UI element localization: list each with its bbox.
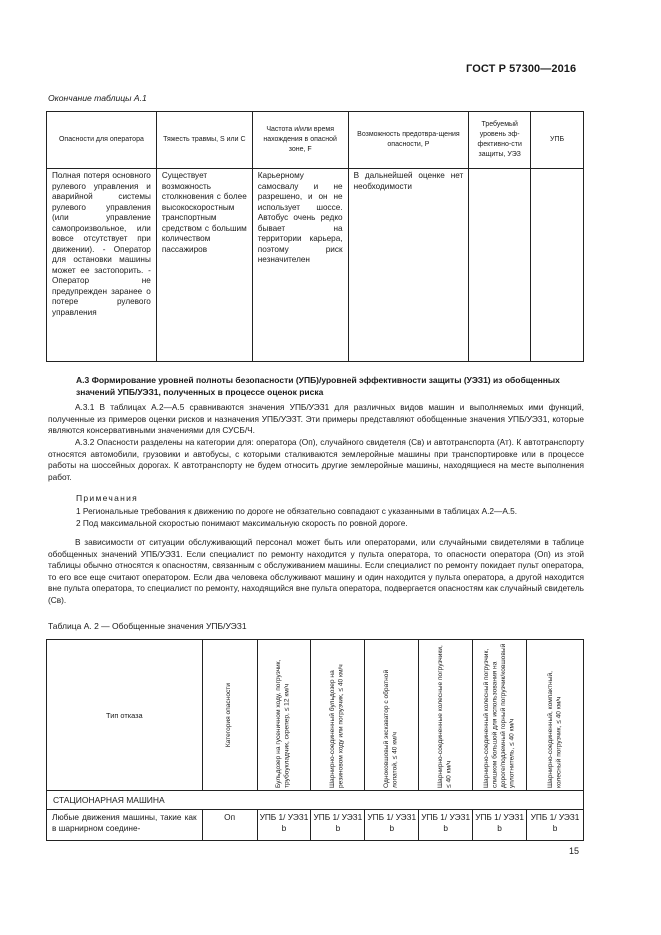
table-a2-data-row [47,810,584,841]
table-a2-col-machine-2: Шарнирно-соединенный бульдозер на резиновом ходу или погрузчик, ≤ 40 км/ч [329,664,345,788]
table-a1-caption: Окончание таблицы А.1 [48,93,147,103]
table-a1-col-hazards: Опасности для оператора [47,112,157,169]
hazard-category: Оп [202,810,257,841]
value-cell: УПБ 1/ УЭЗ1 b [311,810,365,841]
state-label: СТАЦИОНАРНАЯ МАШИНА [47,791,584,810]
notes-heading: Примечания [76,493,139,503]
standard-header: ГОСТ Р 57300—2016 [466,63,577,75]
table-a1-row [47,169,584,362]
cell-avoidance: В дальнейшей оценке нет необходимости [348,169,469,362]
failure-type: Любые движения машины, такие как в шарнирном соедине- [47,810,203,841]
value-cell: УПБ 1/ УЭЗ1 b [473,810,527,841]
cell-frequency: Карьерному самосвалу и не разрешено, и он не использует шоссе. Автобус очень редко бывает на территории карьера, поэтому риск незначителен [252,169,348,362]
note-2: 2 Под максимальной скоростью понимают максимальную скорость по ровной дороге. [76,518,408,528]
table-a2 [46,639,584,841]
table-a2-col-type: Тип отказа [47,640,203,791]
value-cell: УПБ 1/ УЭЗ1 b [365,810,419,841]
page-number: 15 [569,846,580,856]
table-a2-state-row [47,791,584,810]
paragraph-a32: А.3.2 Опасности разделены на категории для: оператора (Оп), случайного свидетеля (Св) и автотранспорта (Ат). К автотранспорту относятся автомобили, грузовики и автобусы, с которыми сталкиваются землеройные машины при транспортировке или в процессе работы на шоссейных дорогах. К автотранспорту не будем относить другие землеройные машины, находящиеся на месте выполнения работ. [48,437,584,482]
note-1: 1 Региональные требования к движению по дороге не обязательно совпадают с указанными в таблицах А.2—А.5. [76,506,518,516]
table-a1-col-upb: УПБ [531,112,584,169]
cell-severity: Существует возможность столкновения с более высокоскоростным транспортным средством с большим количеством пассажиров [156,169,252,362]
table-a1-col-severity: Тяжесть травмы, S или C [156,112,252,169]
section-title: А.3 Формирование уровней полноты безопасности (УПБ)/уровней эффективности защиты (УЭЗ1) из обобщенных значений УПБ/УЭЗ1, полученных в процессе оценок риска [76,375,560,397]
table-a1-col-avoidance: Возможность предотвра-щения опасности, P [348,112,469,169]
table-a2-caption: Таблица А. 2 — Обобщенные значения УПБ/УЭЗ1 [48,621,247,631]
table-a1-header-row [47,112,584,169]
value-cell: УПБ 1/ УЭЗ1 b [527,810,584,841]
table-a1-col-frequency: Частота и/или время нахождения в опасной зоне, F [252,112,348,169]
table-a2-col-machine-4: Шарнирно-соединенные колесные погрузчики, ≤ 40 км/ч [437,645,453,788]
value-cell: УПБ 1/ УЭЗ1 b [419,810,473,841]
cell-hazards: Полная потеря основного рулевого управления и аварийной системы рулевого управления (или управление самопроизвольное, или вовсе отсутствует при движении). - Оператор для остановки машины может ее застопорить. - Оператор не предупрежден заранее о потере рулевого управления [47,169,157,362]
table-a2-header-row [47,640,584,791]
table-a2-col-machine-5: Шарнирно-соединенный колесный погрузчик, слишком большой для использования на дороге/подземный горный погрузчик/ковшовый уплотнитель, ≤ 40 км/ч [482,643,516,788]
table-a2-col-machine-6: Шарнирно-соединенный, компактный, колесный погрузчик, ≤ 40 км/ч [546,671,563,788]
table-a1-col-required-level: Требуемый уровень эф-фективно-сти защиты, УЭЗ [469,112,531,169]
paragraph-a31: А.3.1 В таблицах А.2—А.5 сравниваются значения УПБ/УЭЗ1 для различных видов машин и выполняемых ими функций, полученные из примеров оценки рисков и назначения УПБ/УЭЗТ. Эти примеры представляют обобщенные значения УПБ/УЭЗ1, которые являются консервативными значениями для СУСБ/Ч. [48,402,584,435]
table-a2-col-machine-1: Бульдозер на гусеничном ходу, погрузчик, трубоукладчик, скрепер, ≤ 12 км/ч [275,659,291,788]
table-a2-col-machine-3: Одноковшовый экскаватор с обратной лопатой, ≤ 40 км/ч [383,669,399,788]
table-a2-col-category: Категория опасности [225,682,233,748]
cell-upb [531,169,584,362]
paragraph-maintenance: В зависимости от ситуации обслуживающий персонал может быть или операторами, или случайными свидетелями в таблице обобщенных значений УПБ/УЭЗ1. Если специалист по ремонту находится у пульта оператора, то опасности оператора (Оп) из этой таблицы обычно относятся к опасностям, связанным с обслуживанием машины. Если специалист по ремонту покидает пульт оператора, то его все еще считают оператором. Если два человека обслуживают машину и один находится у пульта оператора, а другой находится вне пульта оператора, то специалист по ремонту, находящийся вне пульта оператора, подвергается опасностям как случайный свидетель (Св). [48,537,584,605]
table-a1 [46,111,584,362]
cell-required-level [469,169,531,362]
value-cell: УПБ 1/ УЭЗ1 b [257,810,311,841]
